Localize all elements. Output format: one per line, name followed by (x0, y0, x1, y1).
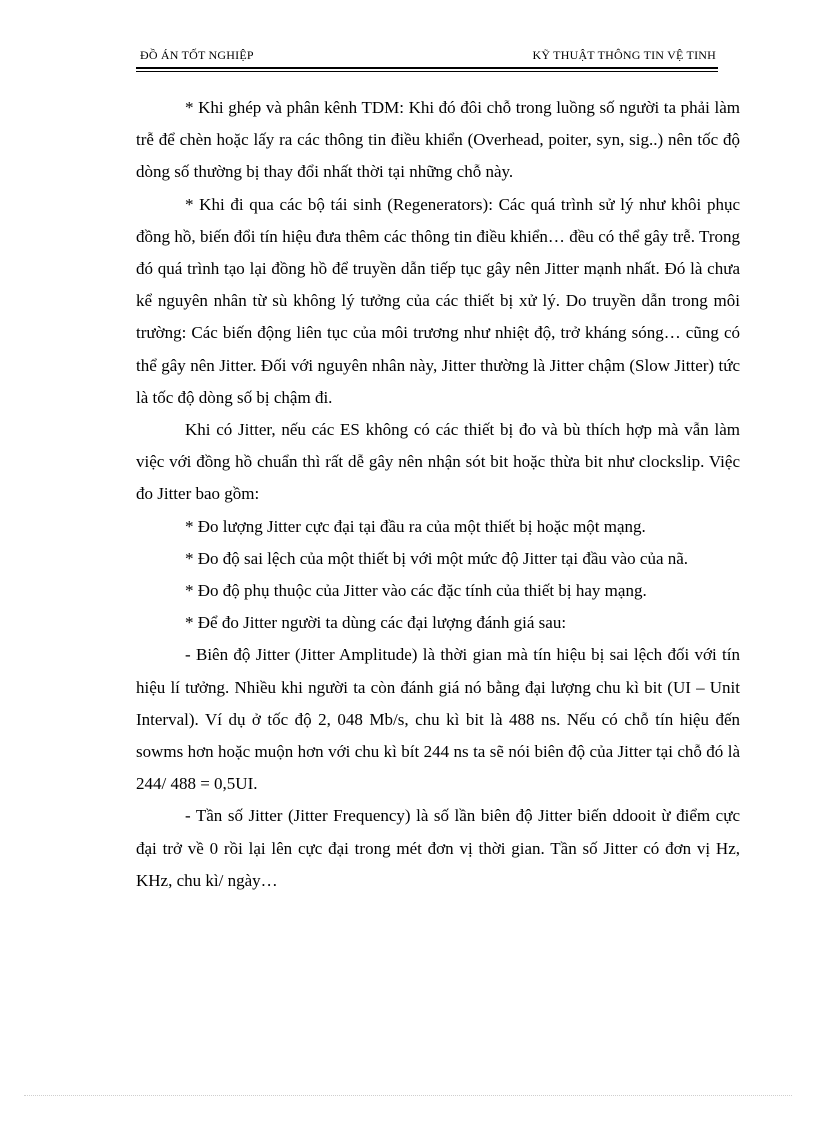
header-left-title: ĐỒ ÁN TỐT NGHIỆP (140, 48, 254, 62)
paragraph-measure-quantities: * Để đo Jitter người ta dùng các đại lượng đánh giá sau: (185, 613, 567, 633)
paragraph-measure-deviation: * Đo độ sai lệch của một thiết bị với một mức độ Jitter tại đầu vào của nã. (185, 548, 689, 568)
document-body (136, 92, 740, 897)
paragraph-measure-max: * Đo lượng Jitter cực đại tại đầu ra của một thiết bị hoặc một mạng. (185, 516, 646, 536)
paragraph-measure-dependency: * Đo độ phụ thuộc của Jitter vào các đặc tính của thiết bị hay mạng. (185, 581, 647, 601)
paragraph-jitter-effect: Khi có Jitter, nếu các ES không có các thiết bị đo và bù thích hợp mà vẫn làm việc với đồng hồ chuẩn thì rất dễ gây nên nhận sót bit hoặc thừa bit như clockslip. Việc đo Jitter bao gồm: (136, 420, 740, 504)
header-rule-thick (136, 67, 718, 69)
paragraph-jitter-frequency: - Tần số Jitter (Jitter Frequency) là số lần biên độ Jitter biến ddooit ừ điểm cực đại trở về 0 rồi lại lên cực đại trong mét đơn vị thời gian. Tần số Jitter có đơn vị Hz, KHz, chu kì/ ngày… (136, 806, 740, 890)
header-right-title: KỸ THUẬT THÔNG TIN VỆ TINH (532, 48, 716, 62)
page-header (136, 48, 718, 70)
header-rule-thin (136, 71, 718, 72)
footer-divider (24, 1095, 792, 1096)
paragraph-regenerators: * Khi đi qua các bộ tái sinh (Regenerators): Các quá trình sử lý như khôi phục đồng hồ, biến đổi tín hiệu đưa thêm các thông tin điều khiển… đều có thể gây trễ. Trong đó quá trình tạo lại đồng hồ để truyền dẫn tiếp tục gây nên Jitter mạnh nhất. Đó là chưa kể nguyên nhân từ sù không lý tưởng của các thiết bị xử lý. Do truyền dẫn trong môi trường: Các biến động liên tục của môi trương như nhiệt độ, trở kháng sóng… cũng có thể gây nên Jitter. Đối với nguyên nhân này, Jitter thường là Jitter chậm (Slow Jitter) tức là tốc độ dòng số bị chậm đi. (136, 194, 740, 407)
paragraph-jitter-amplitude: - Biên độ Jitter (Jitter Amplitude) là thời gian mà tín hiệu bị sai lệch đối với tín hiệu lí tưởng. Nhiều khi người ta còn đánh giá nó bằng đại lượng chu kì bit (UI – Unit Interval). Ví dụ ở tốc độ 2, 048 Mb/s, chu kì bit là 488 ns. Nếu có chỗ tín hiệu đến sowms hơn hoặc muộn hơn với chu kì bít 244 ns ta sẽ nói biên độ của Jitter tại chỗ đó là 244/ 488 = 0,5UI. (136, 645, 740, 794)
paragraph-tdm: * Khi ghép và phân kênh TDM: Khi đó đôi chỗ trong luồng số người ta phải làm trễ để chèn hoặc lấy ra các thông tin điều khiển (Overhead, poiter, syn, sig..) nên tốc độ dòng số thường bị thay đổi nhất thời tại những chỗ này. (136, 98, 740, 182)
